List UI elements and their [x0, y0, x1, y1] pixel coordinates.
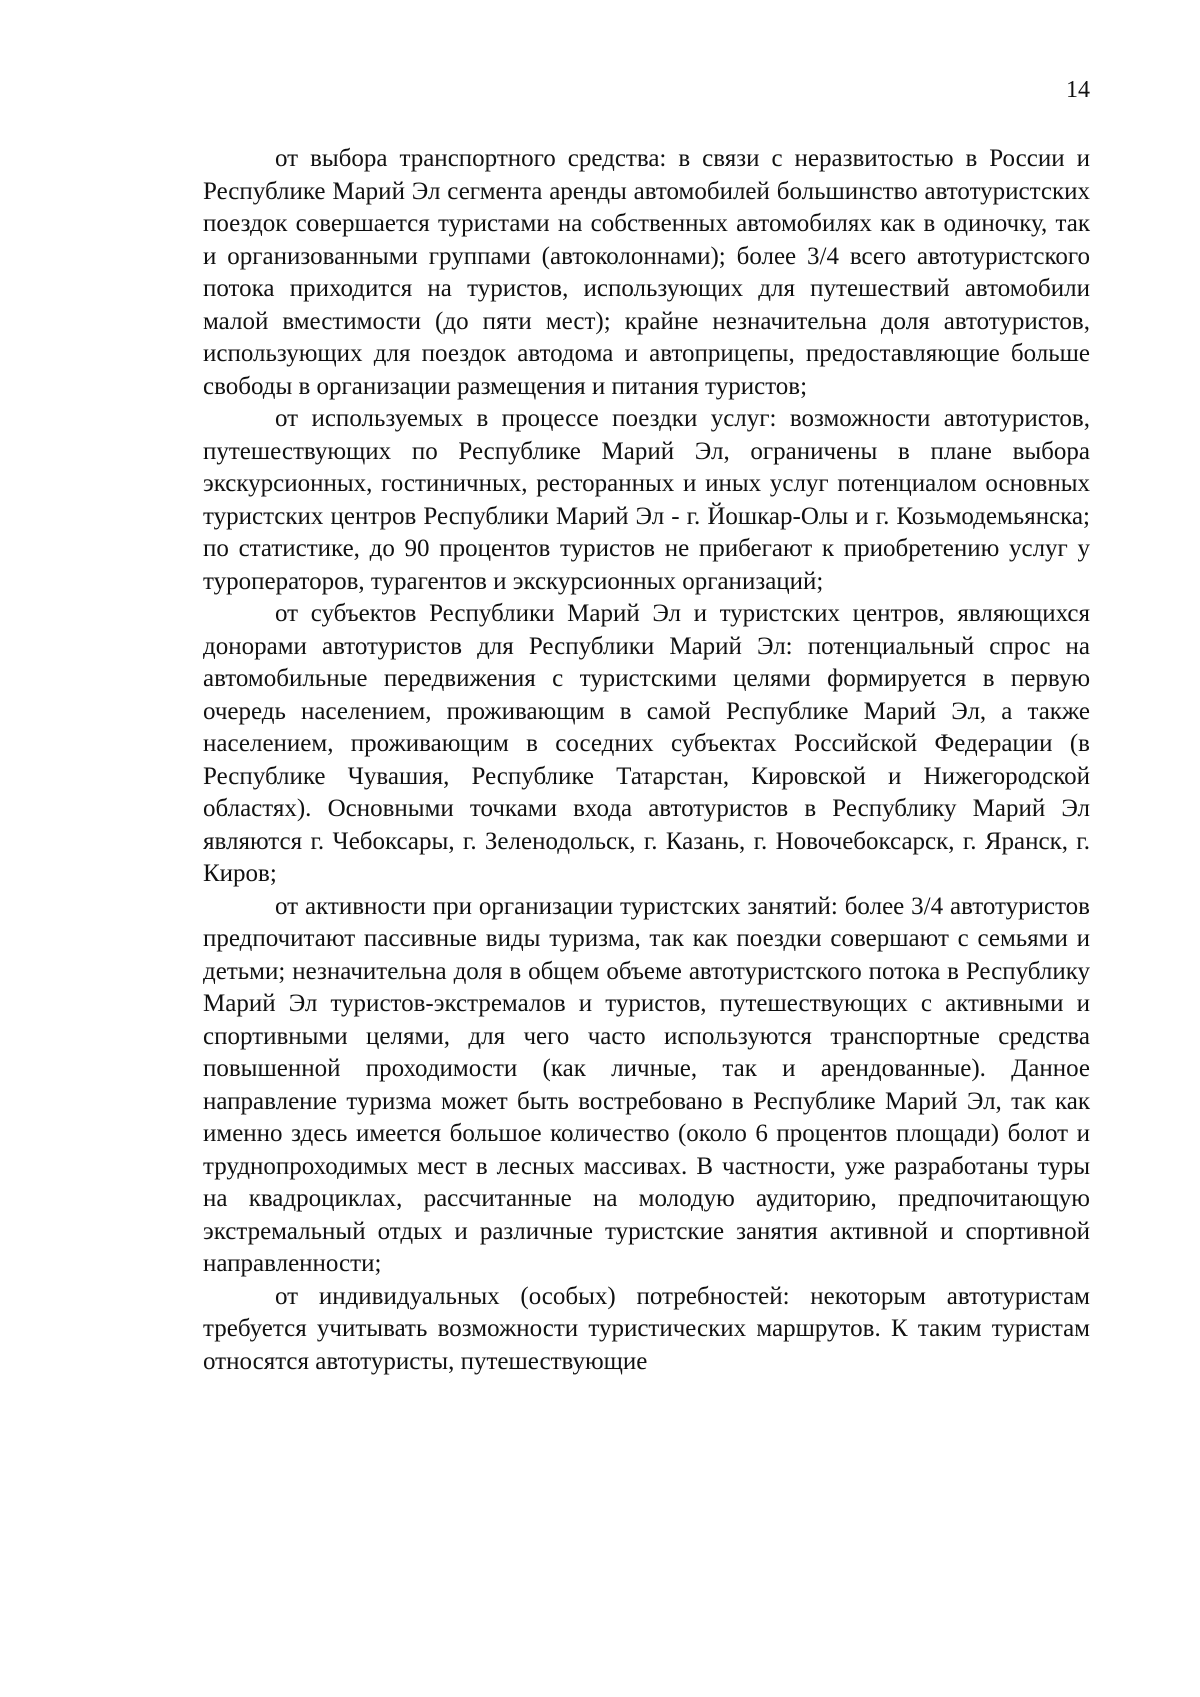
paragraph-activity-level: от активности при организации туристских занятий: более 3/4 автотуристов предпочитают пассивные виды туризма, так как поездки совершают с семьями и детьми; незначительна доля в общем объеме автотуристского потока в Республику Марий Эл туристов-экстремалов и туристов, путешествующих с активными и спортивными целями, для чего часто используются транспортные средства повышенной проходимости (как личные, так и арендованные). Данное направление туризма может быть востребовано в Республике Марий Эл, так как именно здесь имеется большое количество (около 6 процентов площади) болот и труднопроходимых мест в лесных массивах. В частности, уже разработаны туры на квадроциклах, рассчитанные на молодую аудиторию, предпочитающую экстремальный отдых и различные туристские занятия активной и спортивной направленности;: [203, 892, 1090, 1277]
document-body: [203, 143, 1090, 1378]
paragraph-vehicle-choice: от выбора транспортного средства: в связи с неразвитостью в России и Республике Марий Эл сегмента аренды автомобилей большинство автотуристских поездок совершается туристами на собственных автомобилях как в одиночку, так и организованными группами (автоколоннами); более 3/4 всего автотуристского потока приходится на туристов, использующих для путешествий автомобили малой вместимости (до пяти мест); крайне незначительна доля автотуристов, использующих для поездок автодома и автоприцепы, предоставляющие больше свободы в организации размещения и питания туристов;: [203, 145, 1090, 400]
page-number: 14: [1066, 77, 1090, 103]
paragraph-donor-regions: от субъектов Республики Марий Эл и туристских центров, являющихся донорами автотуристов для Республики Марий Эл: потенциальный спрос на автомобильные передвижения с туристскими целями формируется в первую очередь населением, проживающим в самой Республике Марий Эл, а также населением, проживающим в соседних субъектах Российской Федерации (в Республике Чувашия, Республике Татарстан, Кировской и Нижегородской областях). Основными точками входа автотуристов в Республику Марий Эл являются г. Чебоксары, г. Зеленодольск, г. Казань, г. Новочебоксарск, г. Яранск, г. Киров;: [203, 600, 1090, 887]
paragraph-services-used: от используемых в процессе поездки услуг: возможности автотуристов, путешествующих по Республике Марий Эл, ограничены в плане выбора экскурсионных, гостиничных, ресторанных и иных услуг потенциалом основных туристских центров Республики Марий Эл - г. Йошкар-Олы и г. Козьмодемьянска; по статистике, до 90 процентов туристов не прибегают к приобретению услуг у туроператоров, турагентов и экскурсионных организаций;: [203, 405, 1090, 595]
paragraph-special-needs: от индивидуальных (особых) потребностей: некоторым автотуристам требуется учитывать возможности туристических маршрутов. К таким туристам относятся автотуристы, путешествующие: [203, 1282, 1090, 1375]
